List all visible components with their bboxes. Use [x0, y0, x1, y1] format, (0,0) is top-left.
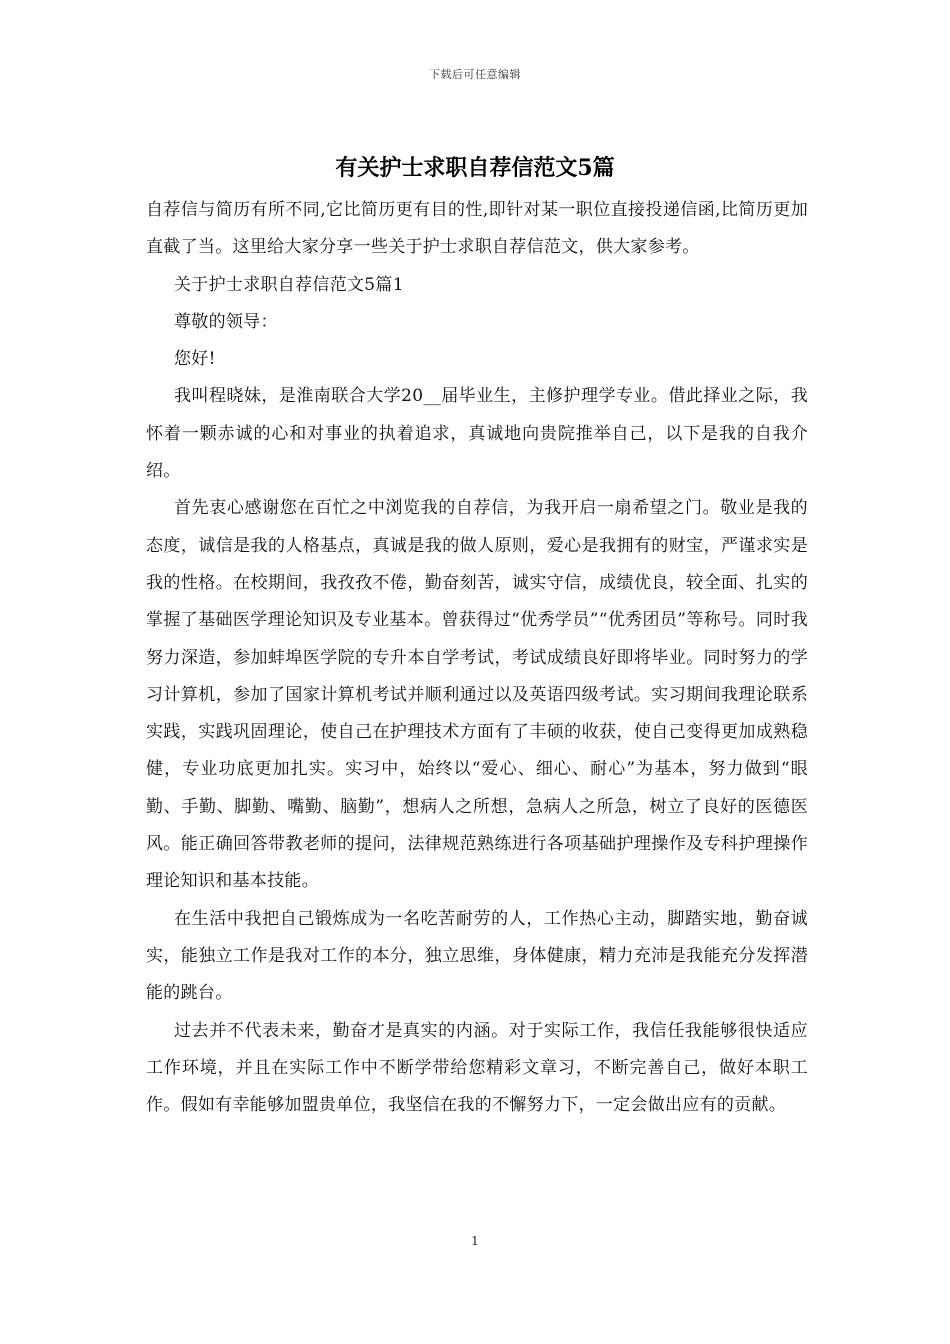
header-note: 下载后可任意编辑: [429, 68, 521, 81]
greeting: 您好!: [174, 349, 216, 370]
section-heading: 关于护士求职自荐信范文5篇1: [174, 274, 404, 295]
intro-paragraph: 自荐信与简历有所不同,它比简历更有目的性,即针对某一职位直接投递信函,比简历更加直截了当。这里给大家分享一些关于护士求职自荐信范文，供大家参考。: [146, 200, 808, 258]
body-paragraph: 我叫程晓妹，是淮南联合大学20__届毕业生，主修护理学专业。借此择业之际，我怀着一颗赤诚的心和对事业的执着追求，真诚地向贵院推举自己，以下是我的自我介绍。: [146, 386, 808, 482]
document-body: [146, 192, 808, 1124]
body-paragraph: 过去并不代表未来，勤奋才是真实的内涵。对于实际工作，我信任我能够很快适应工作环境，并且在实际工作中不断学带给您精彩文章习，不断完善自己，做好本职工作。假如有幸能够加盟贵单位，我坚信在我的不懈努力下，一定会做出应有的贡献。: [146, 1020, 808, 1116]
body-paragraph: 在生活中我把自己锻炼成为一名吃苦耐劳的人，工作热心主动，脚踏实地，勤奋诚实，能独立工作是我对工作的本分，独立思维，身体健康，精力充沛是我能充分发挥潜能的跳台。: [146, 908, 808, 1004]
page-number: 1: [471, 1234, 479, 1248]
body-paragraph: 首先衷心感谢您在百忙之中浏览我的自荐信，为我开启一扇希望之门。敬业是我的态度，诚信是我的人格基点，真诚是我的做人原则，爱心是我拥有的财宝，严谨求实是我的性格。在校期间，我孜孜不倦，勤奋刻苦，诚实守信，成绩优良，较全面、扎实的掌握了基础医学理论知识及专业基本。曾获得过“优秀学员”“优秀团员”等称号。同时我努力深造，参加蚌埠医学院的专升本自学考试，考试成绩良好即将毕业。同时努力的学习计算机，参加了国家计算机考试并顺利通过以及英语四级考试。实习期间我理论联系实践，实践巩固理论，使自己在护理技术方面有了丰硕的收获，使自己变得更加成熟稳健，专业功底更加扎实。实习中，始终以“爱心、细心、耐心”为基本，努力做到“眼勤、手勤、脚勤、嘴勤、脑勤”，想病人之所想，急病人之所急，树立了良好的医德医风。能正确回答带教老师的提问，法律规范熟练进行各项基础护理操作及专科护理操作理论知识和基本技能。: [146, 498, 808, 892]
document-title: 有关护士求职自荐信范文5篇: [335, 155, 615, 181]
salutation: 尊敬的领导：: [174, 311, 278, 332]
